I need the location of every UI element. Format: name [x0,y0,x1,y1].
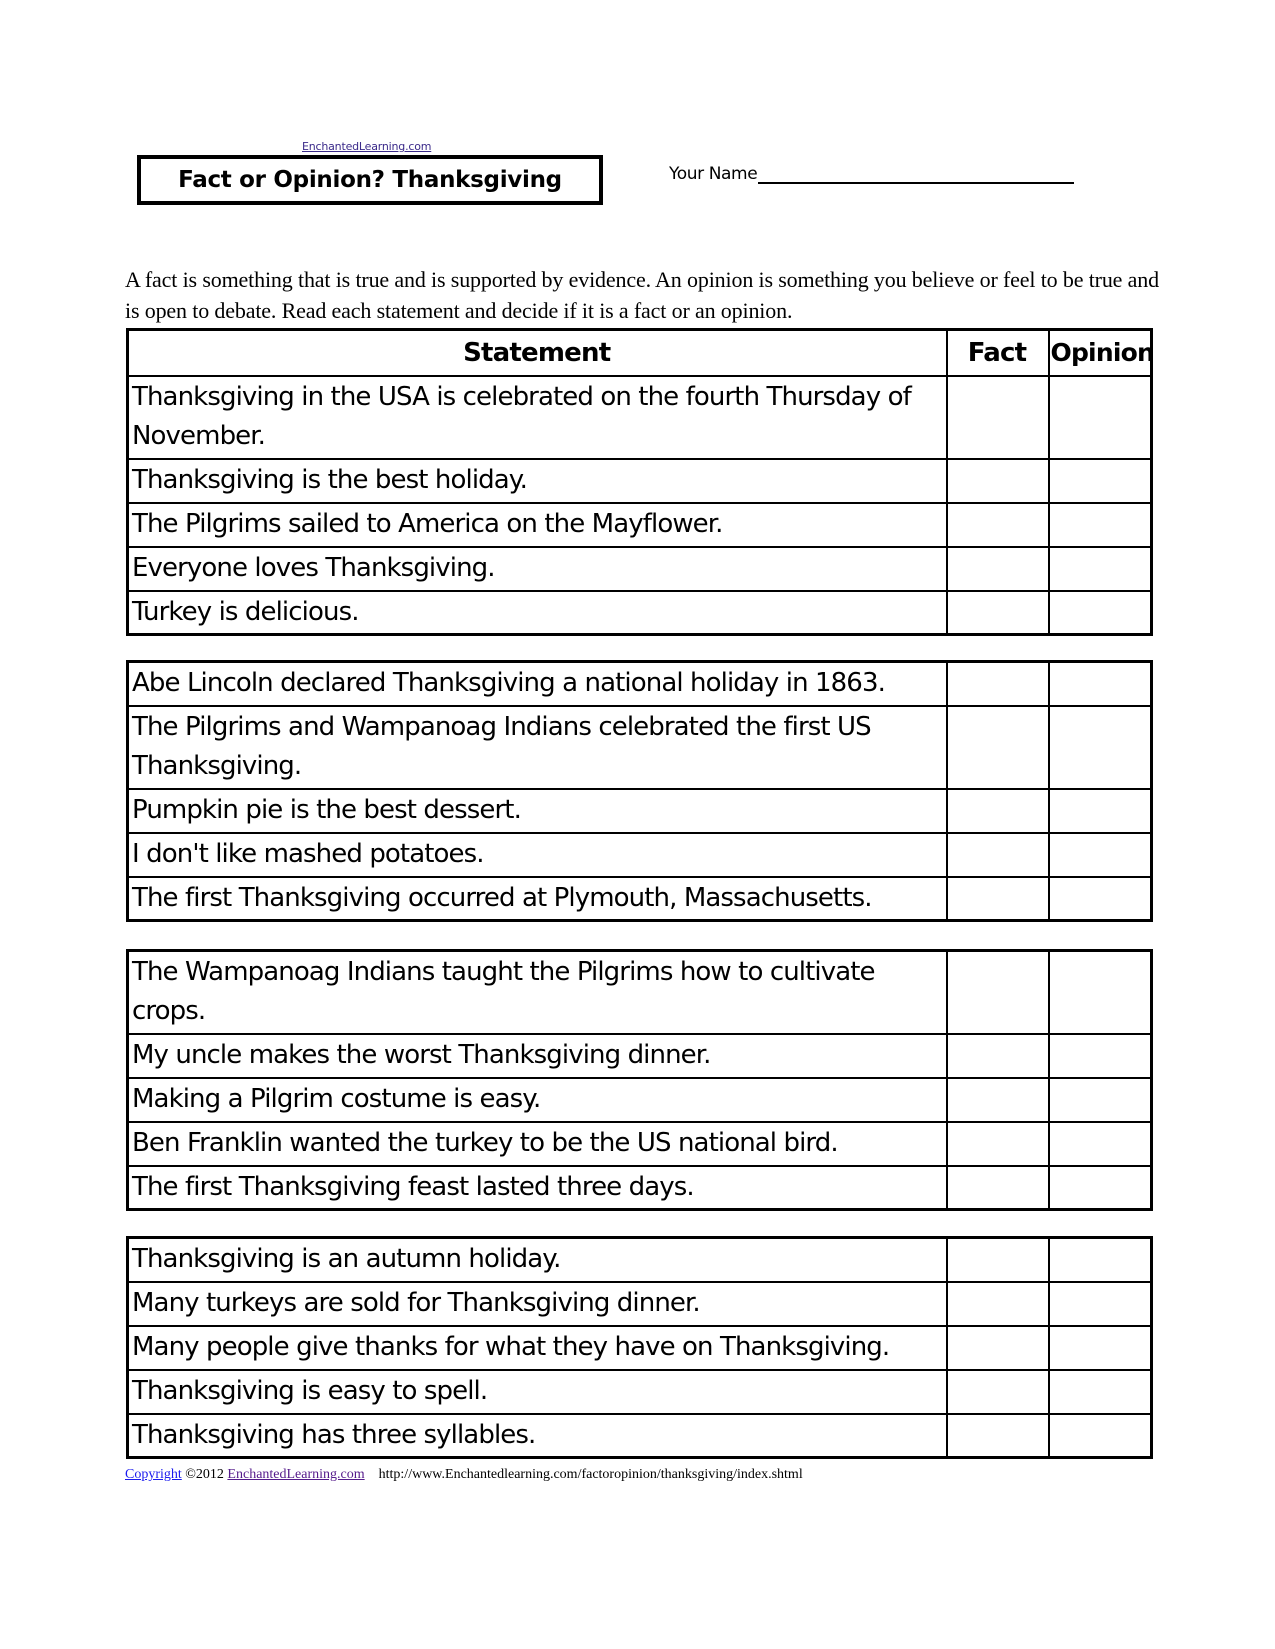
table-row [128,1282,1152,1326]
fact-checkbox-cell[interactable] [947,547,1049,591]
table-row [128,706,1152,789]
copyright-year: ©2012 [185,1467,224,1482]
statement-cell: The first Thanksgiving feast lasted three days. [128,1166,947,1210]
opinion-checkbox-cell[interactable] [1049,1370,1152,1414]
opinion-checkbox-cell[interactable] [1049,591,1152,635]
footer [125,1467,803,1483]
column-header-opinion: Opinion [1049,330,1152,376]
statement-cell: Ben Franklin wanted the turkey to be the US national bird. [128,1122,947,1166]
copyright-link[interactable]: Copyright [125,1467,182,1482]
opinion-answer-box[interactable] [1050,1415,1151,1455]
opinion-answer-box[interactable] [1050,1124,1151,1164]
fact-checkbox-cell[interactable] [947,706,1049,789]
statement-cell: The Pilgrims sailed to America on the Mayflower. [128,503,947,547]
statement-cell: Everyone loves Thanksgiving. [128,547,947,591]
opinion-checkbox-cell[interactable] [1049,459,1152,503]
statement-cell: Abe Lincoln declared Thanksgiving a national holiday in 1863. [128,662,947,706]
opinion-answer-box[interactable] [1050,972,1151,1012]
your-name-label: Your Name [669,164,758,184]
table-row [128,1414,1152,1458]
fact-checkbox-cell[interactable] [947,877,1049,921]
opinion-checkbox-cell[interactable] [1049,833,1152,877]
worksheet-title-box [137,155,603,205]
opinion-answer-box[interactable] [1050,727,1151,767]
fact-answer-box[interactable] [948,727,1048,767]
fact-checkbox-cell[interactable] [947,789,1049,833]
opinion-answer-box[interactable] [1050,1167,1151,1207]
table-row [128,459,1152,503]
opinion-answer-box[interactable] [1050,878,1151,918]
fact-checkbox-cell[interactable] [947,662,1049,706]
opinion-checkbox-cell[interactable] [1049,1414,1152,1458]
fact-answer-box[interactable] [948,1036,1048,1076]
table-row [128,1034,1152,1078]
fact-checkbox-cell[interactable] [947,591,1049,635]
fact-answer-box[interactable] [948,835,1048,875]
worksheet-title: Fact or Opinion? Thanksgiving [178,167,562,193]
table-header-row [128,330,1152,376]
opinion-checkbox-cell[interactable] [1049,1326,1152,1370]
statement-cell: Many people give thanks for what they have on Thanksgiving. [128,1326,947,1370]
table-row [128,1238,1152,1282]
opinion-checkbox-cell[interactable] [1049,789,1152,833]
opinion-checkbox-cell[interactable] [1049,1034,1152,1078]
enchanted-learning-top-link[interactable]: EnchantedLearning.com [302,140,432,153]
opinion-checkbox-cell[interactable] [1049,951,1152,1034]
your-name-blank-line[interactable] [758,160,1074,184]
opinion-answer-box[interactable] [1050,1372,1151,1412]
fact-checkbox-cell[interactable] [947,1078,1049,1122]
statements-table-2 [126,660,1153,922]
statement-cell: The first Thanksgiving occurred at Plymouth, Massachusetts. [128,877,947,921]
statement-cell: The Pilgrims and Wampanoag Indians celebrated the first US Thanksgiving. [128,706,947,789]
opinion-checkbox-cell[interactable] [1049,1238,1152,1282]
table-row [128,1166,1152,1210]
opinion-answer-box[interactable] [1050,1036,1151,1076]
column-header-statement: Statement [128,330,947,376]
fact-answer-box[interactable] [948,1415,1048,1455]
fact-answer-box[interactable] [948,972,1048,1012]
table-row [128,547,1152,591]
fact-answer-box[interactable] [948,664,1048,704]
fact-checkbox-cell[interactable] [947,1166,1049,1210]
fact-checkbox-cell[interactable] [947,833,1049,877]
fact-checkbox-cell[interactable] [947,1282,1049,1326]
fact-checkbox-cell[interactable] [947,503,1049,547]
opinion-answer-box[interactable] [1050,664,1151,704]
opinion-answer-box[interactable] [1050,592,1151,632]
statement-cell: Pumpkin pie is the best dessert. [128,789,947,833]
instructions-paragraph: A fact is something that is true and is supported by evidence. An opinion is something you believe or feel to be true and is open to debate. Read each statement and decide if it is a fact or an opinion. [125,267,1159,323]
statement-cell: The Wampanoag Indians taught the Pilgrims how to cultivate crops. [128,951,947,1034]
fact-answer-box[interactable] [948,1124,1048,1164]
fact-answer-box[interactable] [948,1372,1048,1412]
fact-answer-box[interactable] [948,505,1048,545]
opinion-answer-box[interactable] [1050,1080,1151,1120]
fact-answer-box[interactable] [948,461,1048,501]
table-row [128,1078,1152,1122]
opinion-checkbox-cell[interactable] [1049,1282,1152,1326]
table-row [128,833,1152,877]
opinion-answer-box[interactable] [1050,835,1151,875]
fact-answer-box[interactable] [948,1284,1048,1324]
table-row [128,951,1152,1034]
column-header-fact: Fact [947,330,1049,376]
statements-table-4 [126,1236,1153,1459]
fact-answer-box[interactable] [948,878,1048,918]
fact-checkbox-cell[interactable] [947,951,1049,1034]
your-name-field [669,160,1074,184]
fact-checkbox-cell[interactable] [947,1034,1049,1078]
table-row [128,662,1152,706]
page-url: http://www.Enchantedlearning.com/factoropinion/thanksgiving/index.shtml [378,1467,803,1482]
fact-answer-box[interactable] [948,1240,1048,1280]
statement-cell: My uncle makes the worst Thanksgiving dinner. [128,1034,947,1078]
table-row [128,376,1152,459]
opinion-answer-box[interactable] [1050,1284,1151,1324]
opinion-answer-box[interactable] [1050,397,1151,437]
opinion-checkbox-cell[interactable] [1049,1166,1152,1210]
statement-cell: Many turkeys are sold for Thanksgiving dinner. [128,1282,947,1326]
statement-cell: Making a Pilgrim costume is easy. [128,1078,947,1122]
opinion-answer-box[interactable] [1050,505,1151,545]
fact-checkbox-cell[interactable] [947,1414,1049,1458]
fact-answer-box[interactable] [948,397,1048,437]
opinion-answer-box[interactable] [1050,1240,1151,1280]
opinion-answer-box[interactable] [1050,1328,1151,1368]
fact-answer-box[interactable] [948,592,1048,632]
statement-cell: Thanksgiving in the USA is celebrated on the fourth Thursday of November. [128,376,947,459]
table-row [128,503,1152,547]
fact-answer-box[interactable] [948,1080,1048,1120]
opinion-checkbox-cell[interactable] [1049,662,1152,706]
table-row [128,591,1152,635]
opinion-checkbox-cell[interactable] [1049,706,1152,789]
fact-answer-box[interactable] [948,1328,1048,1368]
fact-checkbox-cell[interactable] [947,1370,1049,1414]
fact-checkbox-cell[interactable] [947,459,1049,503]
statement-cell: Thanksgiving has three syllables. [128,1414,947,1458]
statement-cell: Turkey is delicious. [128,591,947,635]
opinion-checkbox-cell[interactable] [1049,503,1152,547]
statement-cell: Thanksgiving is the best holiday. [128,459,947,503]
opinion-answer-box[interactable] [1050,549,1151,589]
table-row [128,1326,1152,1370]
fact-checkbox-cell[interactable] [947,376,1049,459]
statement-cell: I don't like mashed potatoes. [128,833,947,877]
fact-checkbox-cell[interactable] [947,1238,1049,1282]
table-row [128,1122,1152,1166]
fact-answer-box[interactable] [948,791,1048,831]
table-row [128,1370,1152,1414]
statements-table-1 [126,328,1153,636]
table-row [128,877,1152,921]
statement-cell: Thanksgiving is an autumn holiday. [128,1238,947,1282]
opinion-checkbox-cell[interactable] [1049,547,1152,591]
opinion-checkbox-cell[interactable] [1049,877,1152,921]
enchanted-learning-footer-link[interactable]: EnchantedLearning.com [227,1467,365,1482]
fact-answer-box[interactable] [948,549,1048,589]
opinion-answer-box[interactable] [1050,461,1151,501]
fact-checkbox-cell[interactable] [947,1122,1049,1166]
fact-checkbox-cell[interactable] [947,1326,1049,1370]
fact-answer-box[interactable] [948,1167,1048,1207]
opinion-checkbox-cell[interactable] [1049,1078,1152,1122]
opinion-checkbox-cell[interactable] [1049,376,1152,459]
statement-cell: Thanksgiving is easy to spell. [128,1370,947,1414]
statements-table-3 [126,949,1153,1211]
table-row [128,789,1152,833]
opinion-checkbox-cell[interactable] [1049,1122,1152,1166]
opinion-answer-box[interactable] [1050,791,1151,831]
